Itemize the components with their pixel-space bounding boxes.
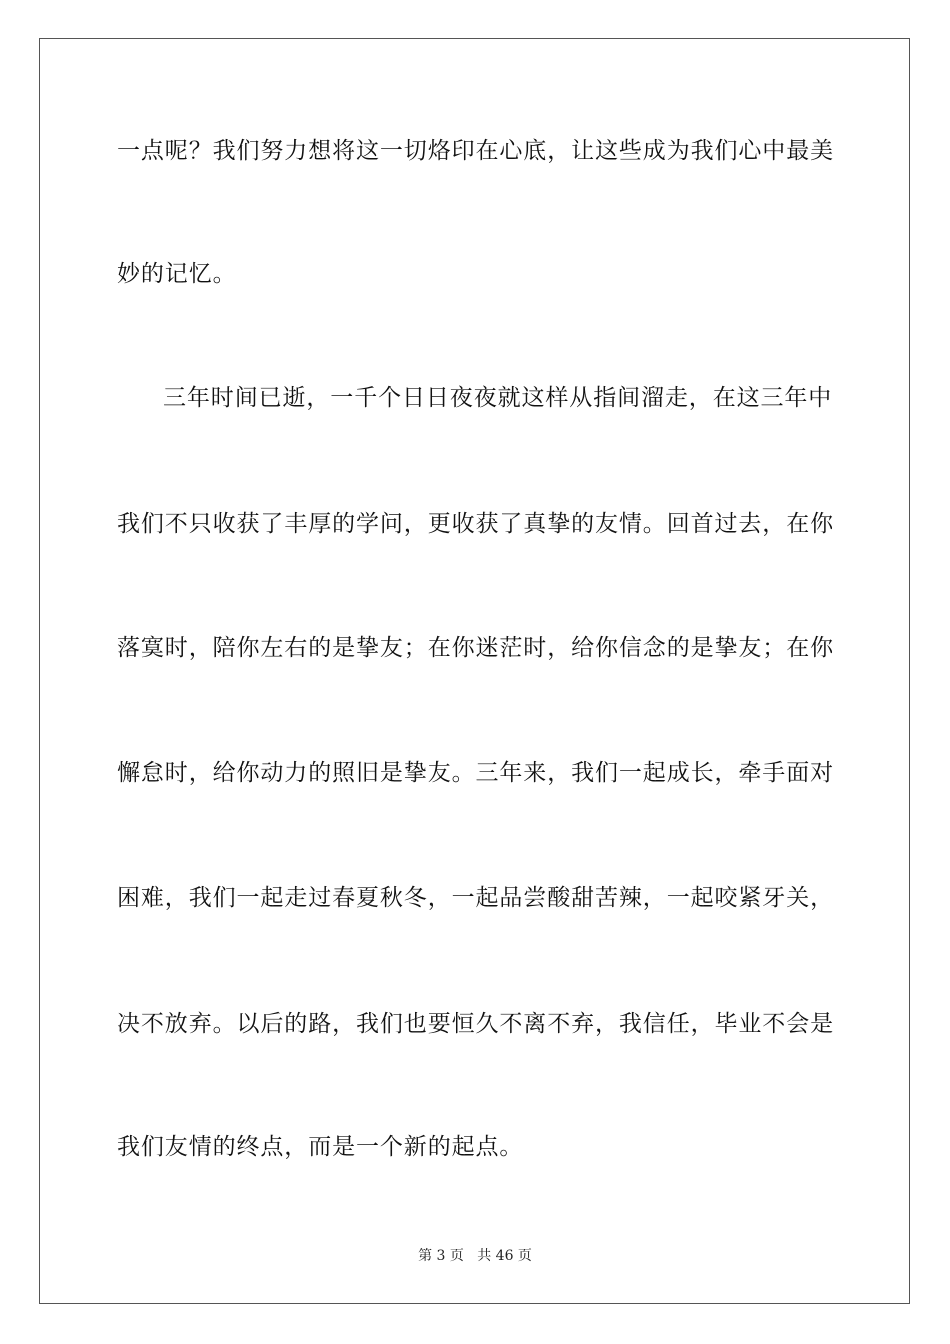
body-text-line: 一点呢？我们努力想将这一切烙印在心底，让这些成为我们心中最美 <box>117 138 834 164</box>
body-text-line: 懈怠时，给你动力的照旧是挚友。三年来，我们一起成长，牵手面对 <box>117 760 834 786</box>
body-text-line: 妙的记忆。 <box>117 261 237 287</box>
body-text-line: 决不放弃。以后的路，我们也要恒久不离不弃，我信任，毕业不会是 <box>117 1011 834 1037</box>
body-text-line: 困难，我们一起走过春夏秋冬，一起品尝酸甜苦辣，一起咬紧牙关， <box>117 885 834 911</box>
body-text-line: 我们不只收获了丰厚的学问，更收获了真挚的友情。回首过去，在你 <box>117 511 834 537</box>
page-border <box>39 38 910 1304</box>
body-text-line: 落寞时，陪你左右的是挚友；在你迷茫时，给你信念的是挚友；在你 <box>117 635 834 661</box>
paragraph-first-line: 三年时间已逝，一千个日日夜夜就这样从指间溜走，在这三年中 <box>163 385 833 411</box>
body-text-line: 我们友情的终点，而是一个新的起点。 <box>117 1134 524 1160</box>
page-number-footer: 第 3 页 共 46 页 <box>418 1248 532 1264</box>
